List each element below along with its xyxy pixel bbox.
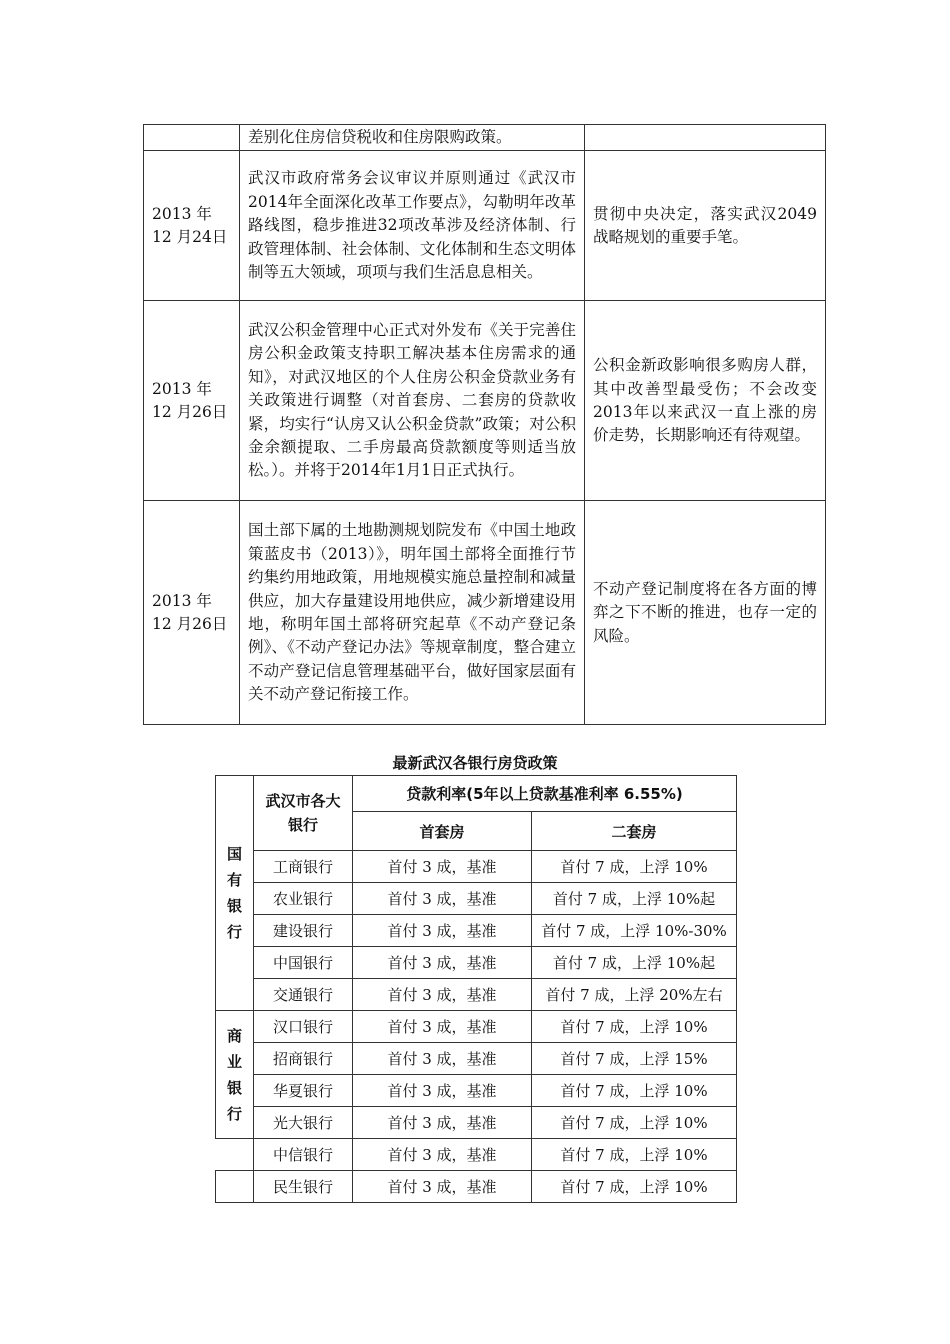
commercial-banks-group-label: 商 业 银 行	[216, 1011, 254, 1139]
second-home-terms: 首付 7 成，上浮 10%	[532, 1171, 737, 1203]
table-header-row	[216, 776, 737, 812]
bank-name: 建设银行	[254, 915, 353, 947]
bank-name: 交通银行	[254, 979, 353, 1011]
second-home-terms: 首付 7 成，上浮 20%左右	[532, 979, 737, 1011]
table-row	[216, 915, 737, 947]
first-home-terms: 首付 3 成，基准	[353, 1171, 532, 1203]
bank-name: 民生银行	[254, 1171, 353, 1203]
bank-name: 农业银行	[254, 883, 353, 915]
table-row	[216, 1043, 737, 1075]
rate-column-header: 贷款利率(5年以上贷款基准利率 6.55%)	[353, 776, 737, 812]
second-home-terms: 首付 7 成，上浮 10%	[532, 851, 737, 883]
event-description: 武汉公积金管理中心正式对外发布《关于完善住房公积金政策支持职工解决基本住房需求的通知》，对武汉地区的个人住房公积金贷款业务有关政策进行调整（对首套房、二套房的贷款收紧，均实行“认房又认公积金贷款”政策；对公积金余额提取、二手房最高贷款额度等则适当放松。）。并将于2014年1月1日正式执行。	[240, 301, 585, 501]
empty-group-cell	[216, 1139, 254, 1171]
bank-column-header: 武汉市各大银行	[254, 776, 353, 851]
first-home-header: 首套房	[353, 812, 532, 851]
first-home-terms: 首付 3 成，基准	[353, 1011, 532, 1043]
bank-table-title: 最新武汉各银行房贷政策	[392, 754, 558, 772]
event-comment: 不动产登记制度将在各方面的博弈之下不断的推进，也存一定的风险。	[585, 501, 826, 725]
empty-group-cell	[216, 1171, 254, 1203]
first-home-terms: 首付 3 成，基准	[353, 1043, 532, 1075]
event-description: 武汉市政府常务会议审议并原则通过《武汉市2014年全面深化改革工作要点》，勾勒明年改革路线图，稳步推进32项改革涉及经济体制、行政管理体制、社会体制、文化体制和生态文明体制等五大领域，项项与我们生活息息相关。	[240, 151, 585, 301]
event-comment	[585, 125, 826, 151]
table-row	[144, 151, 826, 301]
table-row	[216, 1011, 737, 1043]
bank-loan-table	[215, 775, 737, 1203]
bank-name: 光大银行	[254, 1107, 353, 1139]
table-row	[144, 501, 826, 725]
first-home-terms: 首付 3 成，基准	[353, 851, 532, 883]
table-row	[216, 947, 737, 979]
event-description: 国土部下属的土地勘测规划院发布《中国土地政策蓝皮书（2013）》，明年国土部将全面推行节约集约用地政策，用地规模实施总量控制和减量供应，加大存量建设用地供应，减少新增建设用地，称明年国土部将研究起草《不动产登记条例》、《不动产登记办法》等规章制度，整合建立不动产登记信息管理基础平台，做好国家层面有关不动产登记衔接工作。	[240, 501, 585, 725]
state-banks-group-label: 国 有 银 行	[216, 776, 254, 1011]
event-comment: 公积金新政影响很多购房人群，其中改善型最受伤；不会改变2013年以来武汉一直上涨的房价走势，长期影响还有待观望。	[585, 301, 826, 501]
second-home-terms: 首付 7 成，上浮 10%-30%	[532, 915, 737, 947]
table-row	[216, 979, 737, 1011]
policy-events-table	[143, 124, 826, 725]
bank-name: 中国银行	[254, 947, 353, 979]
first-home-terms: 首付 3 成，基准	[353, 1075, 532, 1107]
table-row	[216, 851, 737, 883]
event-description: 差别化住房信贷税收和住房限购政策。	[240, 125, 585, 151]
event-date: 2013 年 12 月24日	[144, 151, 240, 301]
first-home-terms: 首付 3 成，基准	[353, 915, 532, 947]
event-date: 2013 年 12 月26日	[144, 501, 240, 725]
bank-name: 工商银行	[254, 851, 353, 883]
table-row	[216, 1139, 737, 1171]
second-home-terms: 首付 7 成，上浮 15%	[532, 1043, 737, 1075]
second-home-terms: 首付 7 成，上浮 10%	[532, 1107, 737, 1139]
first-home-terms: 首付 3 成，基准	[353, 883, 532, 915]
table-row	[216, 1075, 737, 1107]
first-home-terms: 首付 3 成，基准	[353, 1107, 532, 1139]
table-row	[144, 301, 826, 501]
event-comment: 贯彻中央决定，落实武汉2049战略规划的重要手笔。	[585, 151, 826, 301]
bank-name: 汉口银行	[254, 1011, 353, 1043]
second-home-header: 二套房	[532, 812, 737, 851]
bank-name: 华夏银行	[254, 1075, 353, 1107]
table-row	[216, 1107, 737, 1139]
second-home-terms: 首付 7 成，上浮 10%	[532, 1139, 737, 1171]
first-home-terms: 首付 3 成，基准	[353, 1139, 532, 1171]
bank-name: 中信银行	[254, 1139, 353, 1171]
first-home-terms: 首付 3 成，基准	[353, 947, 532, 979]
event-date	[144, 125, 240, 151]
second-home-terms: 首付 7 成，上浮 10%起	[532, 883, 737, 915]
first-home-terms: 首付 3 成，基准	[353, 979, 532, 1011]
table-row	[216, 1171, 737, 1203]
table-row	[216, 883, 737, 915]
bank-name: 招商银行	[254, 1043, 353, 1075]
second-home-terms: 首付 7 成，上浮 10%	[532, 1075, 737, 1107]
event-date: 2013 年 12 月26日	[144, 301, 240, 501]
second-home-terms: 首付 7 成，上浮 10%	[532, 1011, 737, 1043]
table-row	[144, 125, 826, 151]
second-home-terms: 首付 7 成，上浮 10%起	[532, 947, 737, 979]
